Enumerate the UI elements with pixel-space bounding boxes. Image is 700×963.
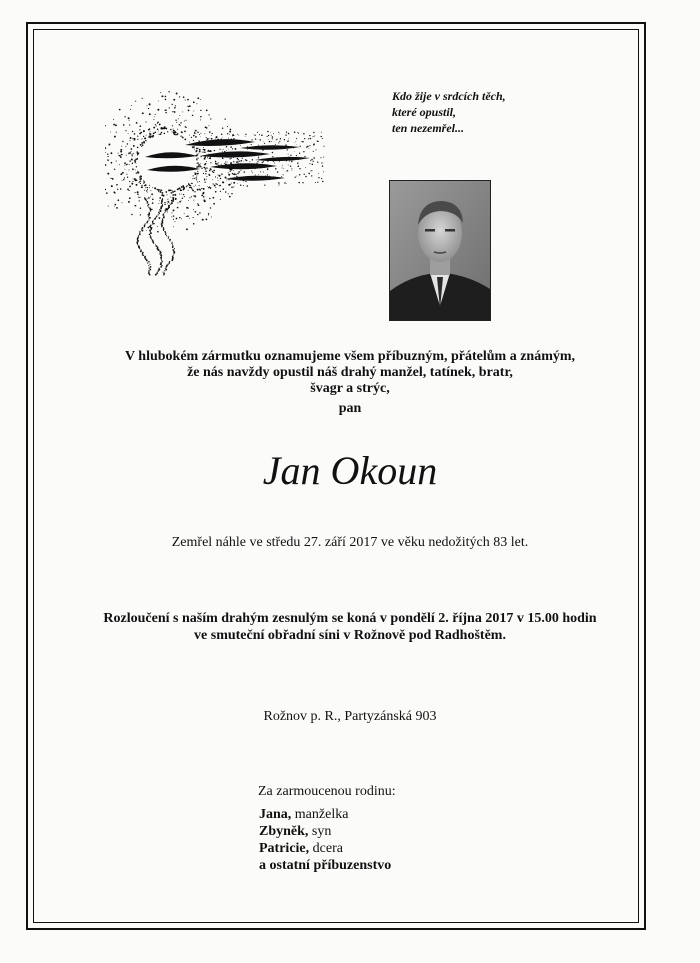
family-members xyxy=(259,806,391,874)
motto-line: ten nezemřel... xyxy=(392,121,464,135)
member-name: a ostatní příbuzenstvo xyxy=(259,858,392,873)
deceased-name: Jan Okoun xyxy=(262,448,438,493)
member-relation: manželka xyxy=(291,807,349,822)
family-member xyxy=(259,806,391,823)
farewell-line: Rozloučení s naším drahým zesnulým se koná v pondělí 2. října 2017 v 15.00 hodin xyxy=(103,611,597,626)
title-pan: pan xyxy=(338,401,362,416)
family-heading: Za zarmoucenou rodinu: xyxy=(258,784,396,799)
family-member xyxy=(259,840,391,857)
sun-emblem-icon xyxy=(105,90,335,280)
member-separator: , xyxy=(305,841,310,856)
motto-line: Kdo žije v srdcích těch, xyxy=(392,89,506,103)
member-name: Patricie xyxy=(259,841,306,856)
announcement-text xyxy=(60,349,640,397)
family-address: Rožnov p. R., Partyzánská 903 xyxy=(263,709,437,724)
family-member xyxy=(259,857,391,874)
member-relation: dcera xyxy=(309,841,343,856)
member-name: Jana xyxy=(259,807,288,822)
farewell-notice xyxy=(60,610,640,644)
death-notice: Zemřel náhle ve středu 27. září 2017 ve věku nedožitých 83 let. xyxy=(171,535,529,550)
member-name: Zbyněk xyxy=(259,824,305,839)
member-separator: , xyxy=(304,824,309,839)
member-relation: syn xyxy=(308,824,332,839)
portrait-photo xyxy=(389,180,491,321)
announcement-line: že nás navždy opustil náš drahý manžel, tatínek, bratr, xyxy=(187,365,513,380)
family-member xyxy=(259,823,391,840)
portrait-image xyxy=(390,181,490,320)
motto-line: které opustil, xyxy=(392,105,457,119)
announcement-line: švagr a strýc, xyxy=(310,381,390,396)
farewell-line: ve smuteční obřadní síni v Rožnově pod Radhoštěm. xyxy=(194,628,506,643)
motto xyxy=(392,88,592,136)
member-separator: , xyxy=(287,807,292,822)
announcement-line: V hlubokém zármutku oznamujeme všem příbuzným, přátelům a známým, xyxy=(124,349,576,364)
